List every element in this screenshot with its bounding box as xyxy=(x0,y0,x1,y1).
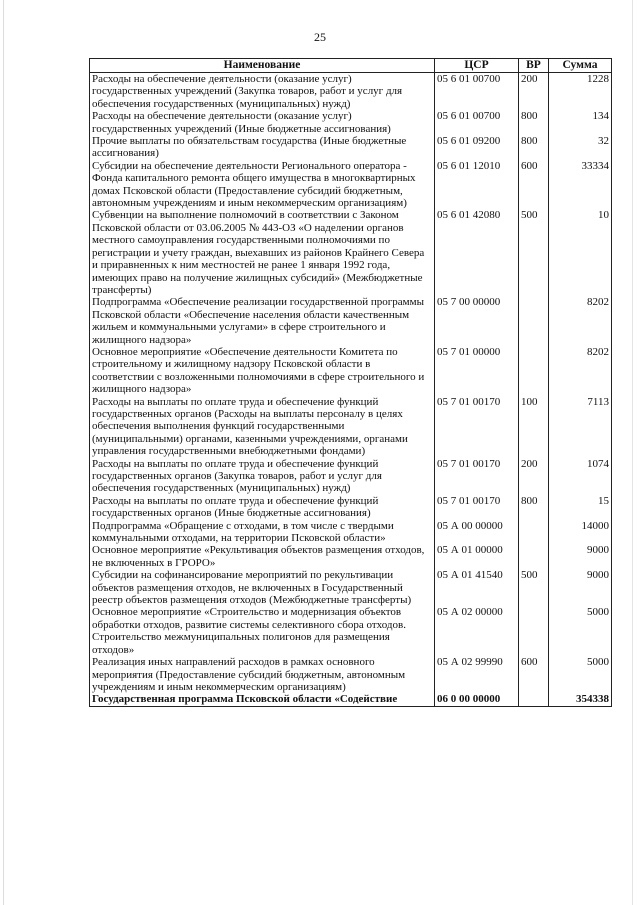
row-sum-cell: 9000 xyxy=(549,569,612,606)
row-csr-cell: 05 6 01 00700 xyxy=(435,110,519,135)
row-name-cell: Субсидии на обеспечение деятельности Регионального оператора - Фонда капитального ремонта общего имущества в многоквартирных домах Псковской области (Предоставление субсидий бюджетным, автономным учреждениям и иным некоммерческим организациям) xyxy=(90,160,435,210)
row-name-cell: Основное мероприятие «Строительство и модернизация объектов обработки отходов, развитие системы селективного сбора отходов. Строительство межмуниципальных полигонов для размещения отходов» xyxy=(90,606,435,656)
row-csr-cell: 05 А 00 00000 xyxy=(435,520,519,545)
row-name-cell: Прочие выплаты по обязательствам государства (Иные бюджетные ассигнования) xyxy=(90,135,435,160)
row-sum-cell: 5000 xyxy=(549,606,612,656)
row-sum-cell: 9000 xyxy=(549,544,612,569)
row-vr-cell: 600 xyxy=(519,656,549,693)
row-vr-cell xyxy=(519,544,549,569)
row-vr-cell: 600 xyxy=(519,160,549,210)
header-sum: Сумма xyxy=(549,59,612,73)
row-name-cell: Государственная программа Псковской области «Содействие xyxy=(90,693,435,706)
row-csr-cell: 05 А 02 99990 xyxy=(435,656,519,693)
row-vr-cell: 200 xyxy=(519,458,549,495)
row-vr-cell: 800 xyxy=(519,110,549,135)
row-vr-cell xyxy=(519,693,549,706)
row-vr-cell: 800 xyxy=(519,135,549,160)
row-name-cell: Расходы на выплаты по оплате труда и обеспечение функций государственных органов (Расходы на выплаты персоналу в целях обеспечения выполнения функций государственными (муниципальными) органами, казенными учреждениями, органами управления государственными внебюджетными фондами) xyxy=(90,396,435,458)
table-row xyxy=(90,73,612,111)
row-csr-cell: 05 А 01 41540 xyxy=(435,569,519,606)
row-vr-cell xyxy=(519,520,549,545)
row-csr-cell: 05 6 01 12010 xyxy=(435,160,519,210)
table-row xyxy=(90,458,612,495)
row-sum-cell: 5000 xyxy=(549,656,612,693)
row-name-cell: Подпрограмма «Обращение с отходами, в том числе с твердыми коммунальными отходами, на территории Псковской области» xyxy=(90,520,435,545)
row-name-cell: Расходы на выплаты по оплате труда и обеспечение функций государственных органов (Иные бюджетные ассигнования) xyxy=(90,495,435,520)
row-sum-cell: 14000 xyxy=(549,520,612,545)
row-vr-cell: 200 xyxy=(519,73,549,111)
row-name-cell: Расходы на обеспечение деятельности (оказание услуг) государственных учреждений (Закупка товаров, работ и услуг для обеспечения государственных (муниципальных) нужд) xyxy=(90,73,435,111)
row-name-cell: Субвенции на выполнение полномочий в соответствии с Законом Псковской области от 03.06.2005 № 443-ОЗ «О наделении органов местного самоуправления государственными полномочиями по регистрации и учету граждан, выехавших из районов Крайнего Севера и приравненных к ним местностей не ранее 1 января 1992 года, имеющих право на получение жилищных субсидий» (Межбюджетные трансферты) xyxy=(90,209,435,296)
row-csr-cell: 05 6 01 00700 xyxy=(435,73,519,111)
table-row xyxy=(90,520,612,545)
row-csr-cell: 06 0 00 00000 xyxy=(435,693,519,706)
header-vr: ВР xyxy=(519,59,549,73)
row-csr-cell: 05 7 01 00170 xyxy=(435,396,519,458)
scan-edge-left xyxy=(3,0,4,905)
row-sum-cell: 33334 xyxy=(549,160,612,210)
table-row xyxy=(90,569,612,606)
row-sum-cell: 1228 xyxy=(549,73,612,111)
row-csr-cell: 05 7 01 00170 xyxy=(435,458,519,495)
row-name-cell: Основное мероприятие «Обеспечение деятельности Комитета по строительному и жилищному надзору Псковской области в соответствии с возложенными полномочиями в сфере строительного и жилищного надзора» xyxy=(90,346,435,396)
table-row xyxy=(90,135,612,160)
row-sum-cell: 10 xyxy=(549,209,612,296)
row-csr-cell: 05 7 00 00000 xyxy=(435,296,519,346)
row-vr-cell: 500 xyxy=(519,569,549,606)
table-row xyxy=(90,656,612,693)
table-row xyxy=(90,296,612,346)
table-body xyxy=(90,73,612,707)
row-sum-cell: 8202 xyxy=(549,346,612,396)
table-header-row xyxy=(90,59,612,73)
row-sum-cell: 7113 xyxy=(549,396,612,458)
row-name-cell: Расходы на выплаты по оплате труда и обеспечение функций государственных органов (Закупка товаров, работ и услуг для обеспечения государственных (муниципальных) нужд) xyxy=(90,458,435,495)
table-row xyxy=(90,396,612,458)
page-number: 25 xyxy=(314,30,326,44)
row-name-cell: Подпрограмма «Обеспечение реализации государственной программы Псковской области «Обеспечение населения области качественным жильем и коммунальными услугами» в сфере строительного и жилищного надзора» xyxy=(90,296,435,346)
table-row xyxy=(90,606,612,656)
row-vr-cell: 100 xyxy=(519,396,549,458)
row-name-cell: Реализация иных направлений расходов в рамках основного мероприятия (Предоставление субсидий бюджетным, автономным учреждениям и иным некоммерческим организациям) xyxy=(90,656,435,693)
row-vr-cell xyxy=(519,606,549,656)
row-name-cell: Основное мероприятие «Рекультивация объектов размещения отходов, не включенных в ГРОРО» xyxy=(90,544,435,569)
row-name-cell: Расходы на обеспечение деятельности (оказание услуг) государственных учреждений (Иные бюджетные ассигнования) xyxy=(90,110,435,135)
table-row xyxy=(90,693,612,706)
table-row xyxy=(90,160,612,210)
budget-table xyxy=(89,58,612,707)
row-csr-cell: 05 А 02 00000 xyxy=(435,606,519,656)
scan-edge-right xyxy=(632,0,633,905)
row-vr-cell xyxy=(519,296,549,346)
table-row xyxy=(90,209,612,296)
row-csr-cell: 05 А 01 00000 xyxy=(435,544,519,569)
row-csr-cell: 05 6 01 09200 xyxy=(435,135,519,160)
row-csr-cell: 05 6 01 42080 xyxy=(435,209,519,296)
row-sum-cell: 354338 xyxy=(549,693,612,706)
table-row xyxy=(90,544,612,569)
row-vr-cell xyxy=(519,346,549,396)
table-row xyxy=(90,110,612,135)
row-csr-cell: 05 7 01 00000 xyxy=(435,346,519,396)
header-name: Наименование xyxy=(90,59,435,73)
row-vr-cell: 500 xyxy=(519,209,549,296)
row-sum-cell: 8202 xyxy=(549,296,612,346)
row-sum-cell: 15 xyxy=(549,495,612,520)
header-csr: ЦСР xyxy=(435,59,519,73)
row-sum-cell: 1074 xyxy=(549,458,612,495)
table-row xyxy=(90,495,612,520)
row-sum-cell: 134 xyxy=(549,110,612,135)
table-row xyxy=(90,346,612,396)
row-vr-cell: 800 xyxy=(519,495,549,520)
row-csr-cell: 05 7 01 00170 xyxy=(435,495,519,520)
row-sum-cell: 32 xyxy=(549,135,612,160)
row-name-cell: Субсидии на софинансирование мероприятий по рекультивации объектов размещения отходов, не включенных в Государственный реестр объектов размещения отходов (Межбюджетные трансферты) xyxy=(90,569,435,606)
